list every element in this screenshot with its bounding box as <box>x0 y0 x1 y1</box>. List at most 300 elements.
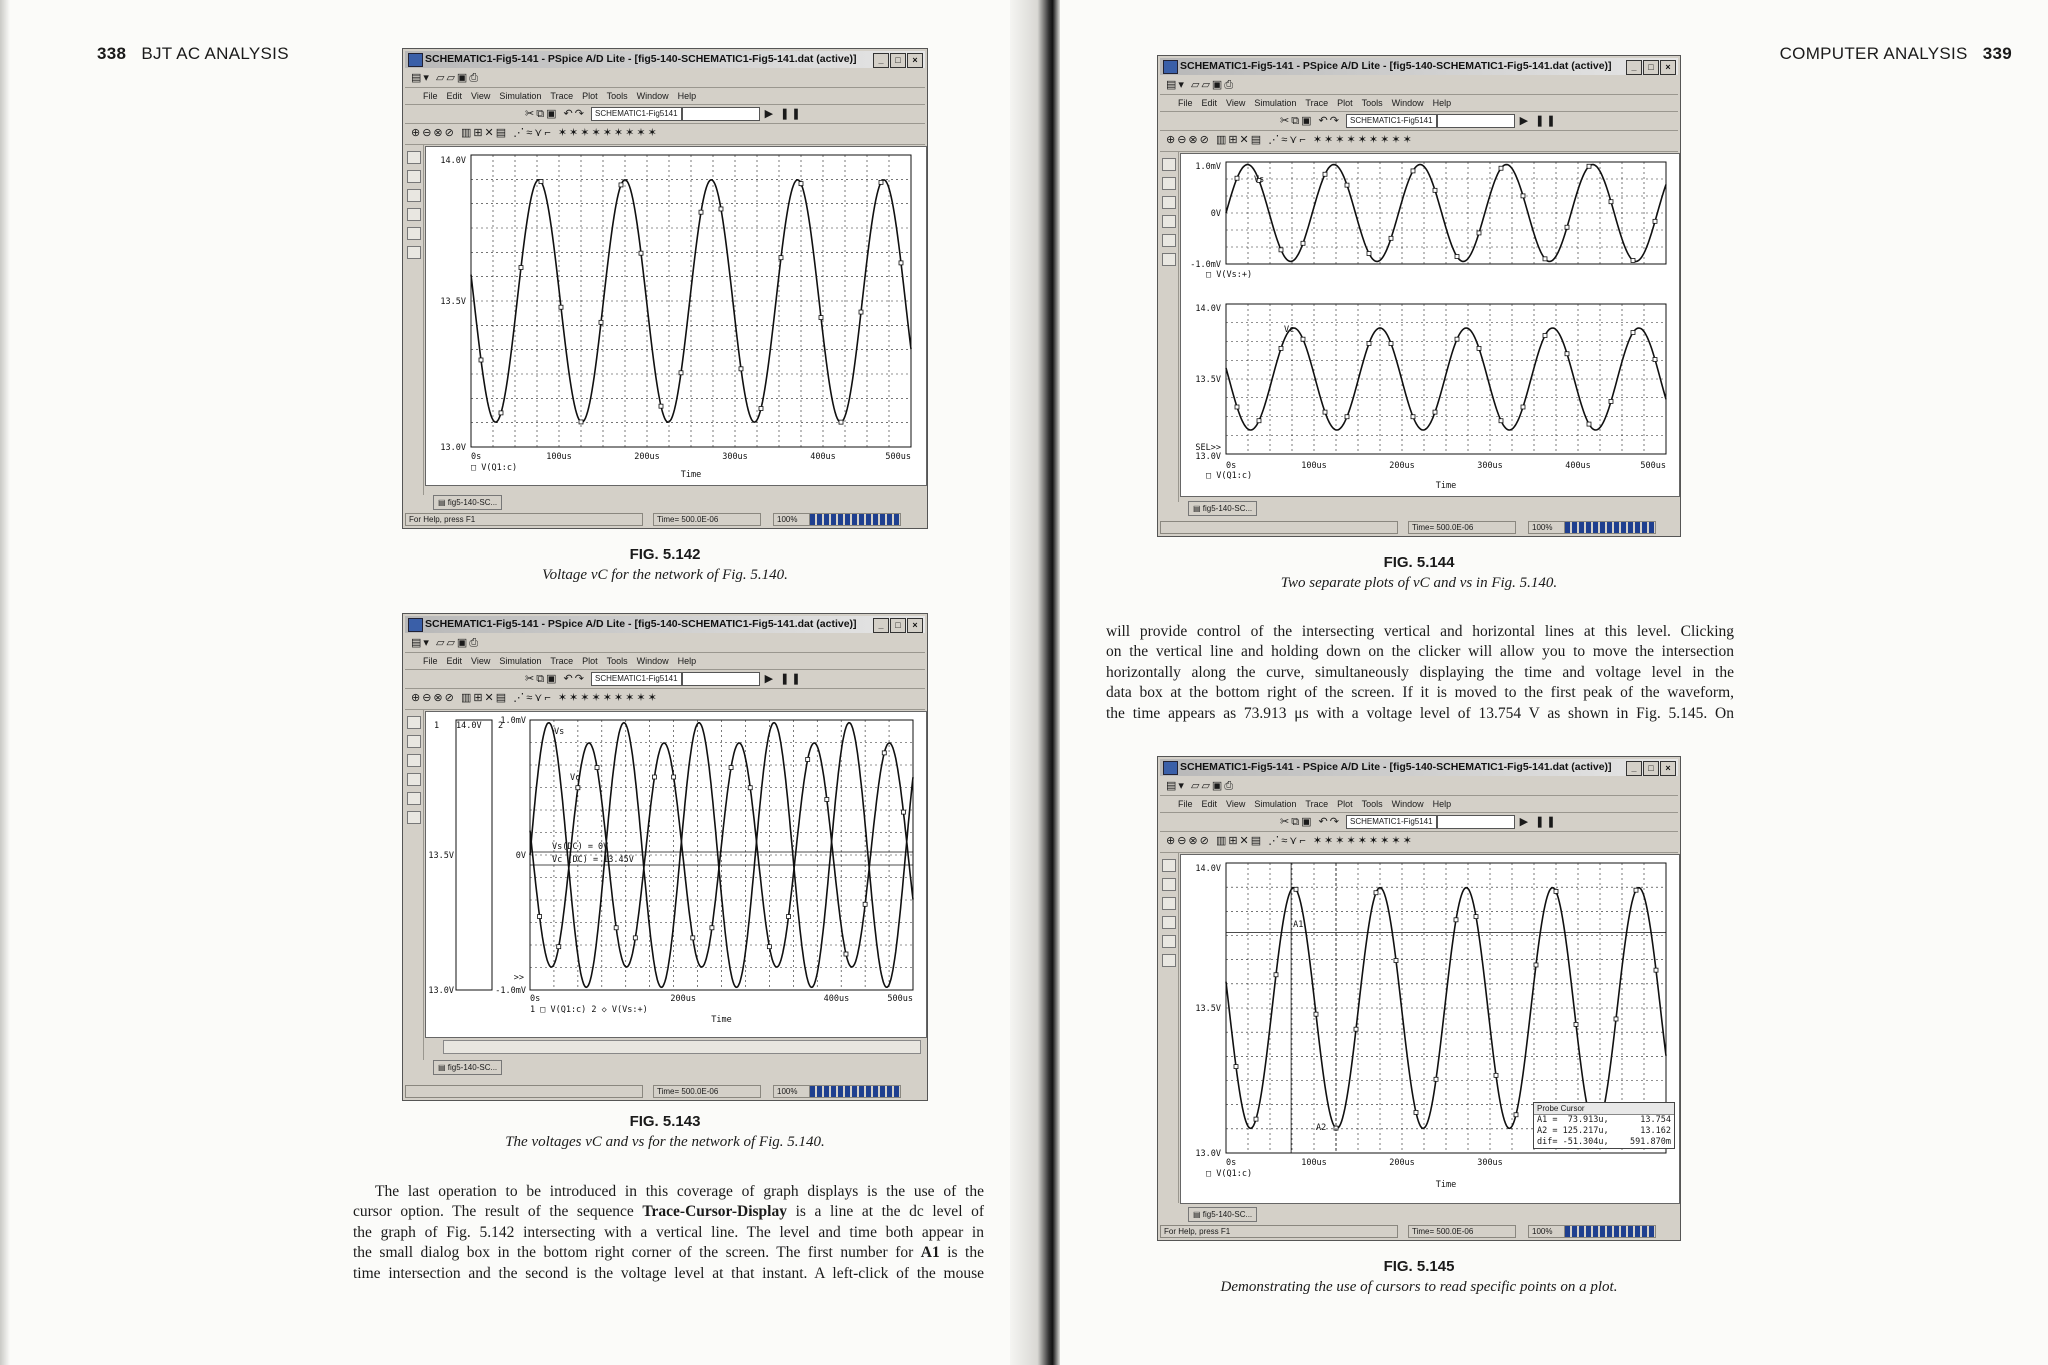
probe-toolbar <box>405 124 925 145</box>
fft-icons[interactable]: ⋰≈⋎⌐ <box>1268 835 1308 847</box>
trace-marker <box>1389 236 1393 240</box>
status-bar <box>405 1084 925 1098</box>
trace-legend-top: □ V(Vs:+) <box>1206 270 1253 280</box>
x-tick-label: 200us <box>670 994 696 1004</box>
window-title-bar[interactable] <box>1160 58 1678 75</box>
menu-help[interactable]: Help <box>677 656 697 666</box>
sel-marker: SEL>> <box>1195 443 1221 453</box>
trace-label-vs: Vs <box>554 727 565 737</box>
menu-plot[interactable]: Plot <box>582 656 598 666</box>
trace-marker <box>1254 1117 1258 1121</box>
side-tool-icon[interactable] <box>407 773 421 786</box>
y-tick-label: 1.0mV <box>1195 162 1221 172</box>
profile-combo[interactable] <box>1437 815 1515 829</box>
schematic-combo[interactable]: SCHEMATIC1-Fig5141 <box>591 672 682 686</box>
menu-edit[interactable]: Edit <box>446 91 463 101</box>
text-line: the graph of Fig. 5.142 intersecting with a vertical line. The level and time both appear in <box>353 1223 984 1241</box>
task-button[interactable]: ▤ fig5-140-SC... <box>433 1060 502 1075</box>
trace-marker <box>538 915 542 919</box>
pspice-window-fig145 <box>1157 756 1681 1241</box>
y-tick-label: 13.5V <box>1195 375 1221 385</box>
side-tool-icon[interactable] <box>407 208 421 221</box>
horizontal-scrollbar[interactable] <box>443 1040 921 1054</box>
trace-marker <box>1631 258 1635 262</box>
side-tool-icon[interactable] <box>407 735 421 748</box>
axis1-frame <box>456 720 492 990</box>
undo-icon[interactable]: ↶↷ <box>563 673 586 685</box>
trace-marker <box>1345 415 1349 419</box>
open-icon[interactable]: ▱▱ <box>435 637 457 649</box>
window-title: SCHEMATIC1-Fig5-141 - PSpice A/D Lite - [fig5-140-SCHEMATIC1-Fig5-141.dat (active)] <box>1180 60 1612 72</box>
fig145-caption: Demonstrating the use of cursors to read specific points on a plot. <box>1220 1279 1618 1295</box>
trace-marker <box>1454 918 1458 922</box>
x-axis-title: Time <box>711 1015 732 1025</box>
menu-simulation[interactable]: Simulation <box>1254 98 1297 108</box>
trace-marker <box>839 420 843 424</box>
x-tick-label: 100us <box>546 452 572 462</box>
side-tool-icon[interactable] <box>407 151 421 164</box>
trace-marker <box>1411 169 1415 173</box>
text-line: on the vertical line and holding down on the clicker will allow you to move the intersection <box>1106 643 1734 661</box>
task-button[interactable]: ▤ fig5-140-SC... <box>433 495 502 510</box>
x-tick-label: 400us <box>823 994 850 1004</box>
status-bar <box>1160 520 1678 534</box>
minimize-button[interactable]: _ <box>873 53 889 68</box>
status-bar <box>1160 1224 1678 1238</box>
window-title-bar[interactable] <box>405 51 925 68</box>
cut-icon[interactable]: ✂⧉▣ <box>1280 115 1314 127</box>
probe-toolbar <box>1160 131 1678 152</box>
axis-icons[interactable]: ▥⊞✕▤ <box>460 127 509 139</box>
status-zoom: 100% <box>773 513 811 526</box>
fft-icons[interactable]: ⋰≈⋎⌐ <box>513 692 553 704</box>
menu-help[interactable]: Help <box>677 91 697 101</box>
menu-edit[interactable]: Edit <box>446 656 463 666</box>
window-title: SCHEMATIC1-Fig5-141 - PSpice A/D Lite - [fig5-140-SCHEMATIC1-Fig5-141.dat (active)] <box>1180 761 1612 773</box>
trace-marker <box>1301 241 1305 245</box>
minimize-button[interactable]: _ <box>1626 60 1642 75</box>
open-icon[interactable]: ▱▱ <box>435 72 457 84</box>
menu-plot[interactable]: Plot <box>1337 98 1353 108</box>
side-tool-icon[interactable] <box>1162 234 1176 247</box>
menu-tools[interactable]: Tools <box>1361 98 1383 108</box>
side-tool-icon[interactable] <box>407 754 421 767</box>
menu-simulation[interactable]: Simulation <box>499 656 542 666</box>
task-button[interactable]: ▤ fig5-140-SC... <box>1188 501 1257 516</box>
save-icon[interactable]: ▣ <box>456 72 470 84</box>
plot-area[interactable] <box>425 711 927 1038</box>
probe-cell: 591.870m <box>1630 1137 1671 1147</box>
maximize-button[interactable]: □ <box>890 53 906 68</box>
pspice-window-fig142 <box>402 48 928 529</box>
x-tick-label: 100us <box>1301 1158 1327 1168</box>
trace-marker <box>1414 1110 1418 1114</box>
trace-marker <box>825 797 829 801</box>
text-bold: Trace-Cursor-Display <box>642 1203 787 1221</box>
fig142-number: FIG. 5.142 <box>629 546 701 563</box>
trace-marker <box>1455 255 1459 259</box>
side-tool-icon[interactable] <box>1162 196 1176 209</box>
y-tick-label: -1.0mV <box>1190 260 1221 270</box>
menu-trace[interactable]: Trace <box>550 91 574 101</box>
profile-combo[interactable] <box>1437 114 1515 128</box>
menu-window[interactable]: Window <box>1391 98 1424 108</box>
side-tool-icon[interactable] <box>407 792 421 805</box>
text-line: will provide control of the intersecting vertical and horizontal lines at this level. Clicking <box>1106 623 1734 640</box>
trace-marker <box>479 358 483 362</box>
trace-marker <box>1609 200 1613 204</box>
menu-simulation[interactable]: Simulation <box>1254 799 1297 809</box>
standard-toolbar <box>1160 777 1678 796</box>
cursor-a2-label: A2 <box>1316 1122 1327 1133</box>
trace-marker <box>1235 176 1239 180</box>
print-icon[interactable]: ⎙ <box>469 637 481 649</box>
task-button-label: fig5-140-SC... <box>447 498 498 507</box>
sim-toolbar <box>405 105 925 124</box>
side-tool-icon[interactable] <box>1162 215 1176 228</box>
menu-window[interactable]: Window <box>636 91 669 101</box>
sim-toolbar <box>405 670 925 689</box>
new-icon[interactable]: ▤▾ <box>411 637 431 649</box>
trace-marker <box>539 179 543 183</box>
status-zoom: 100% <box>773 1085 811 1098</box>
close-button[interactable]: × <box>1660 60 1676 75</box>
text-span: cursor option. The result of the sequence <box>353 1203 643 1221</box>
side-tool-icon[interactable] <box>407 811 421 824</box>
trace-marker <box>799 182 803 186</box>
trace-marker <box>652 775 656 779</box>
axis-icons[interactable]: ▥⊞✕▤ <box>1215 134 1264 146</box>
schematic-combo[interactable]: SCHEMATIC1-Fig5141 <box>1346 815 1437 829</box>
menu-file[interactable]: File <box>423 91 438 101</box>
trace-marker <box>659 404 663 408</box>
status-progress <box>1564 1225 1656 1238</box>
trace-marker <box>1234 1065 1238 1069</box>
left-body-paragraph <box>353 1182 984 1284</box>
trace-marker <box>1499 166 1503 170</box>
menu-window[interactable]: Window <box>636 656 669 666</box>
book-spine <box>1010 0 1060 1365</box>
plot-canvas <box>1181 855 1679 1203</box>
text-line: data box at the bottom right of the screen. If it is moved to the first peak of the waveform, <box>1106 684 1734 702</box>
status-help <box>405 1085 643 1098</box>
trace-marker <box>1654 968 1658 972</box>
menu-tools[interactable]: Tools <box>606 656 628 666</box>
x-tick-label: 0s <box>1226 461 1237 471</box>
close-button[interactable]: × <box>907 53 923 68</box>
schematic-combo[interactable]: SCHEMATIC1-Fig5141 <box>591 107 682 121</box>
task-button-label: fig5-140-SC... <box>447 1063 498 1072</box>
plot-area[interactable] <box>1180 854 1680 1204</box>
window-title-bar[interactable] <box>405 616 925 633</box>
open-icon[interactable]: ▱▱ <box>1190 780 1212 792</box>
trace-marker <box>1367 342 1371 346</box>
menu-trace[interactable]: Trace <box>1305 799 1329 809</box>
status-progress <box>809 513 901 526</box>
plot-canvas <box>426 712 926 1037</box>
y-tick-label: 13.0V <box>1195 452 1221 462</box>
menu-help[interactable]: Help <box>1432 799 1452 809</box>
menu-edit[interactable]: Edit <box>1201 98 1218 108</box>
y-tick-label: 0V <box>1210 209 1221 219</box>
trace-marker <box>859 310 863 314</box>
trace-marker <box>748 786 752 790</box>
menu-file[interactable]: File <box>1178 799 1193 809</box>
side-tool-icon[interactable] <box>1162 916 1176 929</box>
trace-marker <box>739 367 743 371</box>
status-zoom: 100% <box>1528 521 1566 534</box>
zoom-icons[interactable]: ⊕⊖⊗⊘ <box>1166 134 1211 146</box>
run-icon[interactable]: ▶ ❚❚ <box>764 108 803 120</box>
probe-cell: 13.162 <box>1640 1126 1671 1136</box>
side-tool-icon[interactable] <box>407 716 421 729</box>
run-icon[interactable]: ▶ ❚❚ <box>764 673 803 685</box>
undo-icon[interactable]: ↶↷ <box>1318 115 1341 127</box>
menu-view[interactable]: View <box>471 91 491 101</box>
trace-marker <box>1534 963 1538 967</box>
new-icon[interactable]: ▤▾ <box>1166 79 1186 91</box>
trace-legend: □ V(Q1:c) <box>1206 471 1253 481</box>
right-running-head <box>1780 44 2012 64</box>
trace-marker <box>879 180 883 184</box>
x-axis-title: Time <box>1435 481 1457 491</box>
side-toolbar <box>405 710 424 1060</box>
undo-icon[interactable]: ↶↷ <box>563 108 586 120</box>
axis-icons[interactable]: ▥⊞✕▤ <box>460 692 509 704</box>
trace-marker <box>710 926 714 930</box>
left-page-number: 338 <box>97 44 127 63</box>
probe-row-dif <box>1534 1137 1674 1148</box>
side-toolbar <box>1160 152 1179 502</box>
open-icon[interactable]: ▱▱ <box>1190 79 1212 91</box>
trace-marker <box>1521 405 1525 409</box>
menu-help[interactable]: Help <box>1432 98 1452 108</box>
text-line <box>353 1202 984 1222</box>
y-tick-label: 14.0V <box>456 721 482 731</box>
run-icon[interactable]: ▶ ❚❚ <box>1519 816 1558 828</box>
maximize-button[interactable]: □ <box>890 618 906 633</box>
more-marker: >> <box>513 973 524 983</box>
cursor-icons[interactable]: ✶✶✶✶✶✶✶✶✶ <box>557 127 659 139</box>
trace-marker <box>1521 194 1525 198</box>
zoom-icons[interactable]: ⊕⊖⊗⊘ <box>1166 835 1211 847</box>
x-tick-label: 200us <box>634 452 660 462</box>
menu-file[interactable]: File <box>423 656 438 666</box>
dc-label-vc: Vc (DC) = 13.45V <box>552 855 634 865</box>
x-axis-title: Time <box>680 470 702 480</box>
maximize-button[interactable]: □ <box>1643 60 1659 75</box>
trace-marker <box>557 945 561 949</box>
status-help: For Help, press F1 <box>405 513 643 526</box>
x-tick-label: 0s <box>1226 1158 1237 1168</box>
task-button-label: fig5-140-SC... <box>1202 504 1253 513</box>
side-tool-icon[interactable] <box>1162 954 1176 967</box>
cut-icon[interactable]: ✂⧉▣ <box>1280 816 1314 828</box>
x-tick-label: 300us <box>1477 1158 1503 1168</box>
x-axis-title: Time <box>1435 1180 1457 1190</box>
side-tool-icon[interactable] <box>407 170 421 183</box>
save-icon[interactable]: ▣ <box>456 637 470 649</box>
status-help: For Help, press F1 <box>1160 1225 1398 1238</box>
zoom-icons[interactable]: ⊕⊖⊗⊘ <box>411 692 456 704</box>
text-bold: A1 <box>920 1244 940 1262</box>
cut-icon[interactable]: ✂⧉▣ <box>525 673 559 685</box>
print-icon[interactable]: ⎙ <box>1224 79 1236 91</box>
menu-view[interactable]: View <box>1226 98 1246 108</box>
standard-toolbar <box>405 634 925 653</box>
probe-cell: 13.754 <box>1640 1115 1671 1125</box>
side-tool-icon[interactable] <box>1162 878 1176 891</box>
dc-label-vs: Vs(DC) = 0V <box>552 842 609 852</box>
x-tick-label: 400us <box>810 452 836 462</box>
fft-icons[interactable]: ⋰≈⋎⌐ <box>513 127 553 139</box>
trace-marker <box>1367 251 1371 255</box>
task-button[interactable]: ▤ fig5-140-SC... <box>1188 1207 1257 1222</box>
status-progress <box>809 1085 901 1098</box>
menu-simulation[interactable]: Simulation <box>499 91 542 101</box>
cut-icon[interactable]: ✂⧉▣ <box>525 108 559 120</box>
trace-marker <box>1394 959 1398 963</box>
fig144-number: FIG. 5.144 <box>1383 554 1455 571</box>
side-tool-icon[interactable] <box>1162 859 1176 872</box>
trace-marker <box>901 810 905 814</box>
fig145-number: FIG. 5.145 <box>1383 1258 1455 1275</box>
menu-window[interactable]: Window <box>1391 799 1424 809</box>
menu-view[interactable]: View <box>1226 799 1246 809</box>
status-time: Time= 500.0E-06 <box>1408 521 1516 534</box>
close-button[interactable]: × <box>907 618 923 633</box>
print-icon[interactable]: ⎙ <box>469 72 481 84</box>
trace-marker <box>1494 1073 1498 1077</box>
minimize-button[interactable]: _ <box>1626 761 1642 776</box>
text-span: is the <box>939 1244 984 1262</box>
page-edge <box>0 0 10 1365</box>
side-tool-icon[interactable] <box>407 227 421 240</box>
close-button[interactable]: × <box>1660 761 1676 776</box>
axis-number: 2 <box>498 721 504 731</box>
menu-tools[interactable]: Tools <box>606 91 628 101</box>
x-tick-label: 500us <box>885 452 911 462</box>
x-tick-label: 200us <box>1389 1158 1415 1168</box>
trace-marker <box>1587 164 1591 168</box>
x-tick-label: 100us <box>1301 461 1327 471</box>
window-title-bar[interactable] <box>1160 759 1678 776</box>
trace-marker <box>691 936 695 940</box>
save-icon[interactable]: ▣ <box>1211 79 1225 91</box>
side-tool-icon[interactable] <box>1162 935 1176 948</box>
menu-trace[interactable]: Trace <box>550 656 574 666</box>
profile-combo[interactable] <box>682 672 760 686</box>
plot-area[interactable] <box>425 146 927 486</box>
trace-marker <box>1574 1022 1578 1026</box>
probe-toolbar <box>1160 832 1678 853</box>
fft-icons[interactable]: ⋰≈⋎⌐ <box>1268 134 1308 146</box>
window-title: SCHEMATIC1-Fig5-141 - PSpice A/D Lite - [fig5-140-SCHEMATIC1-Fig5-141.dat (active)] <box>425 618 857 630</box>
trace-marker <box>1554 889 1558 893</box>
print-icon[interactable]: ⎙ <box>1224 780 1236 792</box>
probe-cursor-title: Probe Cursor <box>1534 1103 1674 1115</box>
trace-marker <box>759 406 763 410</box>
side-tool-icon[interactable] <box>407 189 421 202</box>
pspice-app-icon <box>408 618 423 632</box>
trace-marker <box>1301 337 1305 341</box>
new-icon[interactable]: ▤▾ <box>411 72 431 84</box>
trace-marker <box>1257 419 1261 423</box>
trace-marker <box>719 207 723 211</box>
trace-marker <box>1499 419 1503 423</box>
trace-marker <box>1345 183 1349 187</box>
text-line: the time appears as 73.913 μs with a voltage level of 13.754 V as shown in Fig. 5.145. On <box>1106 704 1734 722</box>
trace-marker <box>1477 231 1481 235</box>
trace-marker <box>1587 422 1591 426</box>
y-tick-label: 13.0V <box>1195 1149 1221 1159</box>
menu-trace[interactable]: Trace <box>1305 98 1329 108</box>
text-line: horizontally along the curve, simultaneously displaying the time and voltage level in the <box>1106 663 1734 681</box>
trace-marker <box>672 775 676 779</box>
side-tool-icon[interactable] <box>407 246 421 259</box>
plot-canvas <box>426 147 926 485</box>
trace-marker <box>1434 1077 1438 1081</box>
y-tick-label: 13.0V <box>428 986 454 996</box>
menu-tools[interactable]: Tools <box>1361 799 1383 809</box>
cursor-icons[interactable]: ✶✶✶✶✶✶✶✶✶ <box>557 692 659 704</box>
save-icon[interactable]: ▣ <box>1211 780 1225 792</box>
status-time: Time= 500.0E-06 <box>653 1085 761 1098</box>
side-tool-icon[interactable] <box>1162 253 1176 266</box>
menu-file[interactable]: File <box>1178 98 1193 108</box>
maximize-button[interactable]: □ <box>1643 761 1659 776</box>
probe-row-a2 <box>1534 1126 1674 1137</box>
menu-plot[interactable]: Plot <box>582 91 598 101</box>
trace-marker <box>1477 346 1481 350</box>
minimize-button[interactable]: _ <box>873 618 889 633</box>
zoom-icons[interactable]: ⊕⊖⊗⊘ <box>411 127 456 139</box>
task-button-label: fig5-140-SC... <box>1202 1210 1253 1219</box>
side-tool-icon[interactable] <box>1162 897 1176 910</box>
status-zoom: 100% <box>1528 1225 1566 1238</box>
status-help <box>1160 521 1398 534</box>
probe-cell: A2 = 125.217u, <box>1537 1126 1609 1136</box>
side-tool-icon[interactable] <box>1162 177 1176 190</box>
text-span: is a line at the dc level of <box>786 1203 985 1221</box>
menu-edit[interactable]: Edit <box>1201 799 1218 809</box>
standard-toolbar <box>1160 76 1678 95</box>
schematic-combo[interactable]: SCHEMATIC1-Fig5141 <box>1346 114 1437 128</box>
plot-area[interactable] <box>1180 153 1680 497</box>
cursor-icons[interactable]: ✶✶✶✶✶✶✶✶✶ <box>1312 134 1414 146</box>
new-icon[interactable]: ▤▾ <box>1166 780 1186 792</box>
profile-combo[interactable] <box>682 107 760 121</box>
x-tick-label: 0s <box>471 452 482 462</box>
trace-marker <box>844 952 848 956</box>
side-tool-icon[interactable] <box>1162 158 1176 171</box>
run-icon[interactable]: ▶ ❚❚ <box>1519 115 1558 127</box>
trace-label-vc: Vc <box>1284 325 1295 335</box>
menu-plot[interactable]: Plot <box>1337 799 1353 809</box>
cursor-icons[interactable]: ✶✶✶✶✶✶✶✶✶ <box>1312 835 1414 847</box>
probe-toolbar <box>405 689 925 710</box>
axis-number: 1 <box>434 721 440 731</box>
trace-marker <box>1294 887 1298 891</box>
trace-legend: □ V(Q1:c) <box>471 463 518 473</box>
y-tick-label: 14.0V <box>440 156 466 166</box>
text-line <box>353 1243 984 1263</box>
trace-marker <box>1314 1012 1318 1016</box>
probe-cursor-box[interactable] <box>1533 1102 1675 1149</box>
axis-icons[interactable]: ▥⊞✕▤ <box>1215 835 1264 847</box>
menu-view[interactable]: View <box>471 656 491 666</box>
undo-icon[interactable]: ↶↷ <box>1318 816 1341 828</box>
